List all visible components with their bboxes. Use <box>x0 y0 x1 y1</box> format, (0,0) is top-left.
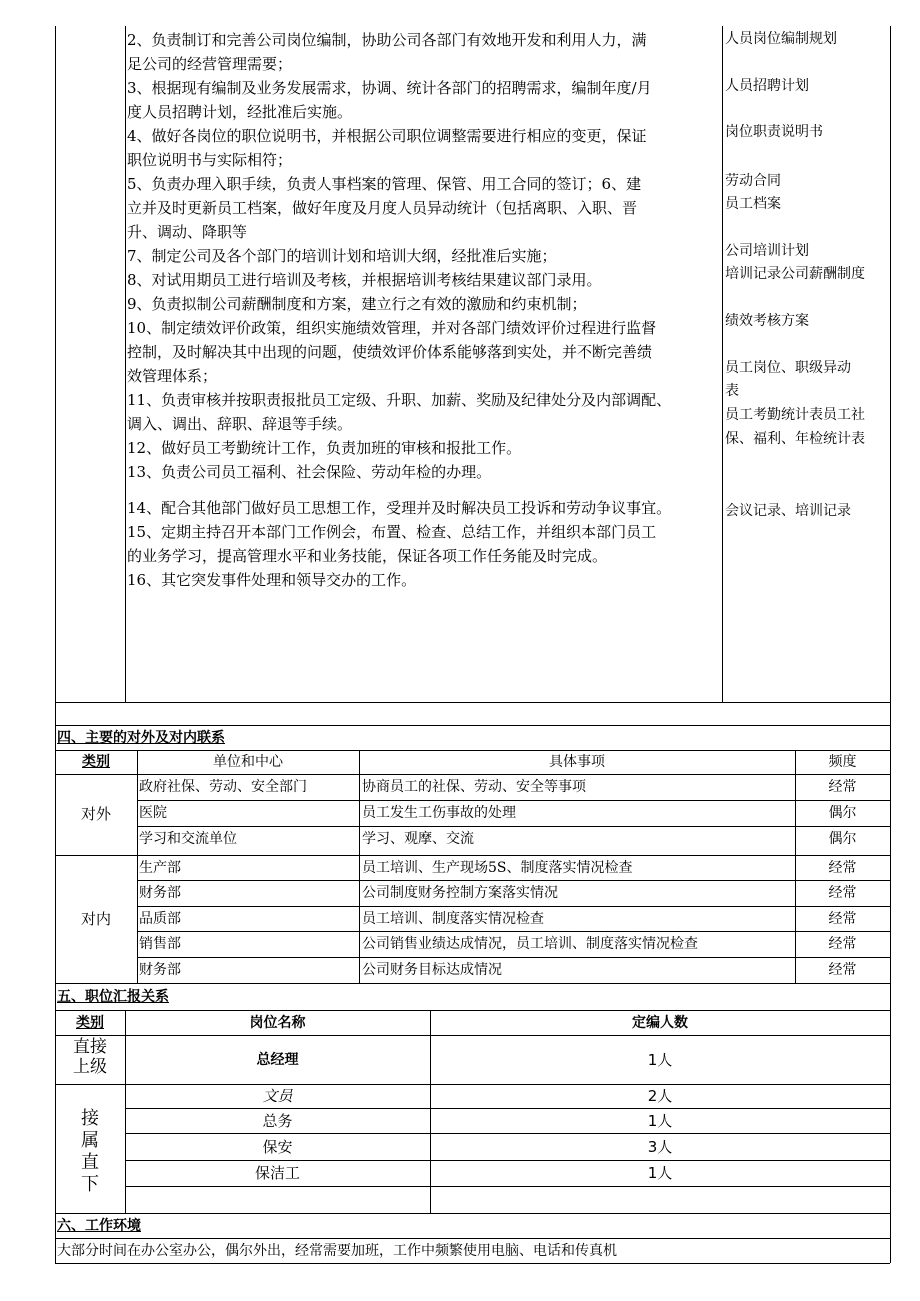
subordinate-label <box>55 1108 125 1196</box>
external-matter: 协商员工的社保、劳动、安全等事项 <box>362 779 586 795</box>
duty-item <box>127 388 720 436</box>
superior-count: 1人 <box>647 1051 673 1069</box>
duty-item <box>127 124 720 172</box>
document-item: 岗位职责说明书 <box>725 124 823 140</box>
header-unit: 单位和中心 <box>213 754 283 770</box>
subordinate-label-char: 直 <box>81 1152 99 1173</box>
duty-line: 11、负责审核并按职责报批员工定级、升职、加薪、奖励及纪律处分及内部调配、 <box>127 391 672 409</box>
document-item: 员工考勤统计表员工社 <box>725 407 865 423</box>
subordinate-label-char: 属 <box>81 1130 99 1151</box>
document-item: 保、福利、年检统计表 <box>725 431 865 447</box>
subordinate-count: 3人 <box>647 1138 673 1156</box>
duty-line: 的业务学习，提高管理水平和业务技能，保证各项工作任务能及时完成。 <box>127 547 608 565</box>
external-frequency: 偶尔 <box>828 831 857 847</box>
duty-line: 足公司的经营管理需要； <box>127 55 293 73</box>
duty-line: 9、负责拟制公司薪酬制度和方案，建立行之有效的激励和约束机制； <box>127 295 587 313</box>
duty-item <box>127 496 720 520</box>
duty-item <box>127 316 720 388</box>
duty-line: 13、负责公司员工福利、社会保险、劳动年检的办理。 <box>127 463 492 481</box>
header-category: 类别 <box>82 754 110 770</box>
internal-frequency: 经常 <box>828 911 857 927</box>
internal-matter: 员工培训、生产现场5S、制度落实情况检查 <box>362 860 633 876</box>
section-5-title: 五、职位汇报关系 <box>57 989 169 1005</box>
external-unit: 学习和交流单位 <box>139 831 237 847</box>
internal-frequency: 经常 <box>828 885 857 901</box>
subordinate-count: 1人 <box>647 1112 673 1130</box>
duty-item <box>127 436 720 460</box>
superior-label-line-1: 直接 <box>73 1037 107 1057</box>
header-frequency: 频度 <box>828 754 857 770</box>
duty-line: 调入、调出、辞职、辞退等手续。 <box>127 415 353 433</box>
duty-item <box>127 568 720 592</box>
document-item: 公司培训计划 <box>725 243 809 259</box>
duty-line: 14、配合其他部门做好员工思想工作，受理并及时解决员工投诉和劳动争议事宜。 <box>127 499 672 517</box>
s5-header-category: 类别 <box>76 1015 104 1031</box>
duty-line: 3、根据现有编制及业务发展需求，协调、统计各部门的招聘需求，编制年度/月 <box>127 79 652 97</box>
duty-line: 度人员招聘计划，经批准后实施。 <box>127 103 353 121</box>
external-frequency: 经常 <box>828 779 857 795</box>
internal-unit: 财务部 <box>139 885 181 901</box>
internal-unit: 生产部 <box>139 860 181 876</box>
document-item: 表 <box>725 383 739 399</box>
header-matter: 具体事项 <box>549 754 605 770</box>
internal-unit: 销售部 <box>139 936 181 952</box>
external-matter: 员工发生工伤事故的处理 <box>362 805 516 821</box>
duty-line: 效管理体系； <box>127 367 218 385</box>
duty-line: 4、做好各岗位的职位说明书，并根据公司职位调整需要进行相应的变更，保证 <box>127 127 647 145</box>
duty-item <box>127 76 720 124</box>
internal-frequency: 经常 <box>828 962 857 978</box>
duty-line: 8、对试用期员工进行培训及考核，并根据培训考核结果建议部门录用。 <box>127 271 602 289</box>
external-unit: 医院 <box>139 805 167 821</box>
document-item: 会议记录、培训记录 <box>725 503 851 519</box>
internal-matter: 公司销售业绩达成情况，员工培训、制度落实情况检查 <box>362 936 698 952</box>
duty-item <box>127 28 720 76</box>
external-matter: 学习、观摩、交流 <box>362 831 474 847</box>
superior-label <box>55 1037 125 1077</box>
subordinate-label-char: 接 <box>81 1108 99 1129</box>
duty-line: 5、负责办理入职手续，负责人事档案的管理、保管、用工合同的签订；6、建 <box>127 175 642 193</box>
section-6-text: 大部分时间在办公室办公，偶尔外出，经常需要加班，工作中频繁使用电脑、电话和传真机 <box>57 1243 617 1259</box>
duty-line: 16、其它突发事件处理和领导交办的工作。 <box>127 571 417 589</box>
internal-frequency: 经常 <box>828 936 857 952</box>
duty-item <box>127 268 720 292</box>
subordinate-count: 1人 <box>647 1164 673 1182</box>
internal-frequency: 经常 <box>828 860 857 876</box>
document-item: 人员招聘计划 <box>725 78 809 94</box>
external-unit: 政府社保、劳动、安全部门 <box>139 779 307 795</box>
internal-matter: 公司制度财务控制方案落实情况 <box>362 885 558 901</box>
document-item: 员工档案 <box>725 196 781 212</box>
internal-label: 对内 <box>80 910 111 928</box>
duty-item <box>127 460 720 484</box>
internal-unit: 财务部 <box>139 962 181 978</box>
section-4-title: 四、主要的对外及对内联系 <box>57 730 225 746</box>
document-item: 人员岗位编制规划 <box>725 31 837 47</box>
duty-item <box>127 292 720 316</box>
internal-matter: 公司财务目标达成情况 <box>362 962 502 978</box>
section-6-title: 六、工作环境 <box>57 1218 141 1234</box>
duty-item <box>127 172 720 244</box>
document-item: 绩效考核方案 <box>725 313 809 329</box>
subordinate-position: 保洁工 <box>254 1164 300 1182</box>
s5-header-position: 岗位名称 <box>249 1015 306 1031</box>
subordinate-position: 保安 <box>262 1138 293 1156</box>
document-item: 员工岗位、职级异动 <box>725 360 851 376</box>
duty-list <box>127 28 720 592</box>
duty-item <box>127 520 720 568</box>
document-item: 劳动合同 <box>725 173 781 189</box>
s5-header-headcount: 定编人数 <box>632 1015 688 1031</box>
superior-position: 总经理 <box>256 1052 299 1068</box>
duty-line: 立并及时更新员工档案，做好年度及月度人员异动统计（包括离职、入职、晋 <box>127 199 638 217</box>
subordinate-position: 文员 <box>262 1087 293 1105</box>
external-label: 对外 <box>80 805 111 823</box>
duty-line: 2、负责制订和完善公司岗位编制，协助公司各部门有效地开发和利用人力，满 <box>127 31 647 49</box>
duty-line: 15、定期主持召开本部门工作例会，布置、检查、总结工作，并组织本部门员工 <box>127 523 657 541</box>
external-frequency: 偶尔 <box>828 805 857 821</box>
duty-line: 10、制定绩效评价政策，组织实施绩效管理，并对各部门绩效评价过程进行监督 <box>127 319 657 337</box>
duty-line: 7、制定公司及各个部门的培训计划和培训大纲，经批准后实施； <box>127 247 557 265</box>
subordinate-label-char: 下 <box>81 1174 99 1195</box>
subordinate-position: 总务 <box>262 1112 293 1130</box>
duty-line: 12、做好员工考勤统计工作，负责加班的审核和报批工作。 <box>127 439 522 457</box>
subordinate-count: 2人 <box>647 1087 673 1105</box>
superior-label-line-2: 上级 <box>73 1057 107 1077</box>
document-item: 培训记录公司薪酬制度 <box>725 266 865 282</box>
duty-line: 职位说明书与实际相符； <box>127 151 293 169</box>
internal-matter: 员工培训、制度落实情况检查 <box>362 911 544 927</box>
internal-unit: 品质部 <box>139 911 181 927</box>
duty-line: 升、调动、降职等 <box>127 223 248 241</box>
duty-line: 控制，及时解决其中出现的问题，使绩效评价体系能够落到实处，并不断完善绩 <box>127 343 653 361</box>
duty-item <box>127 244 720 268</box>
